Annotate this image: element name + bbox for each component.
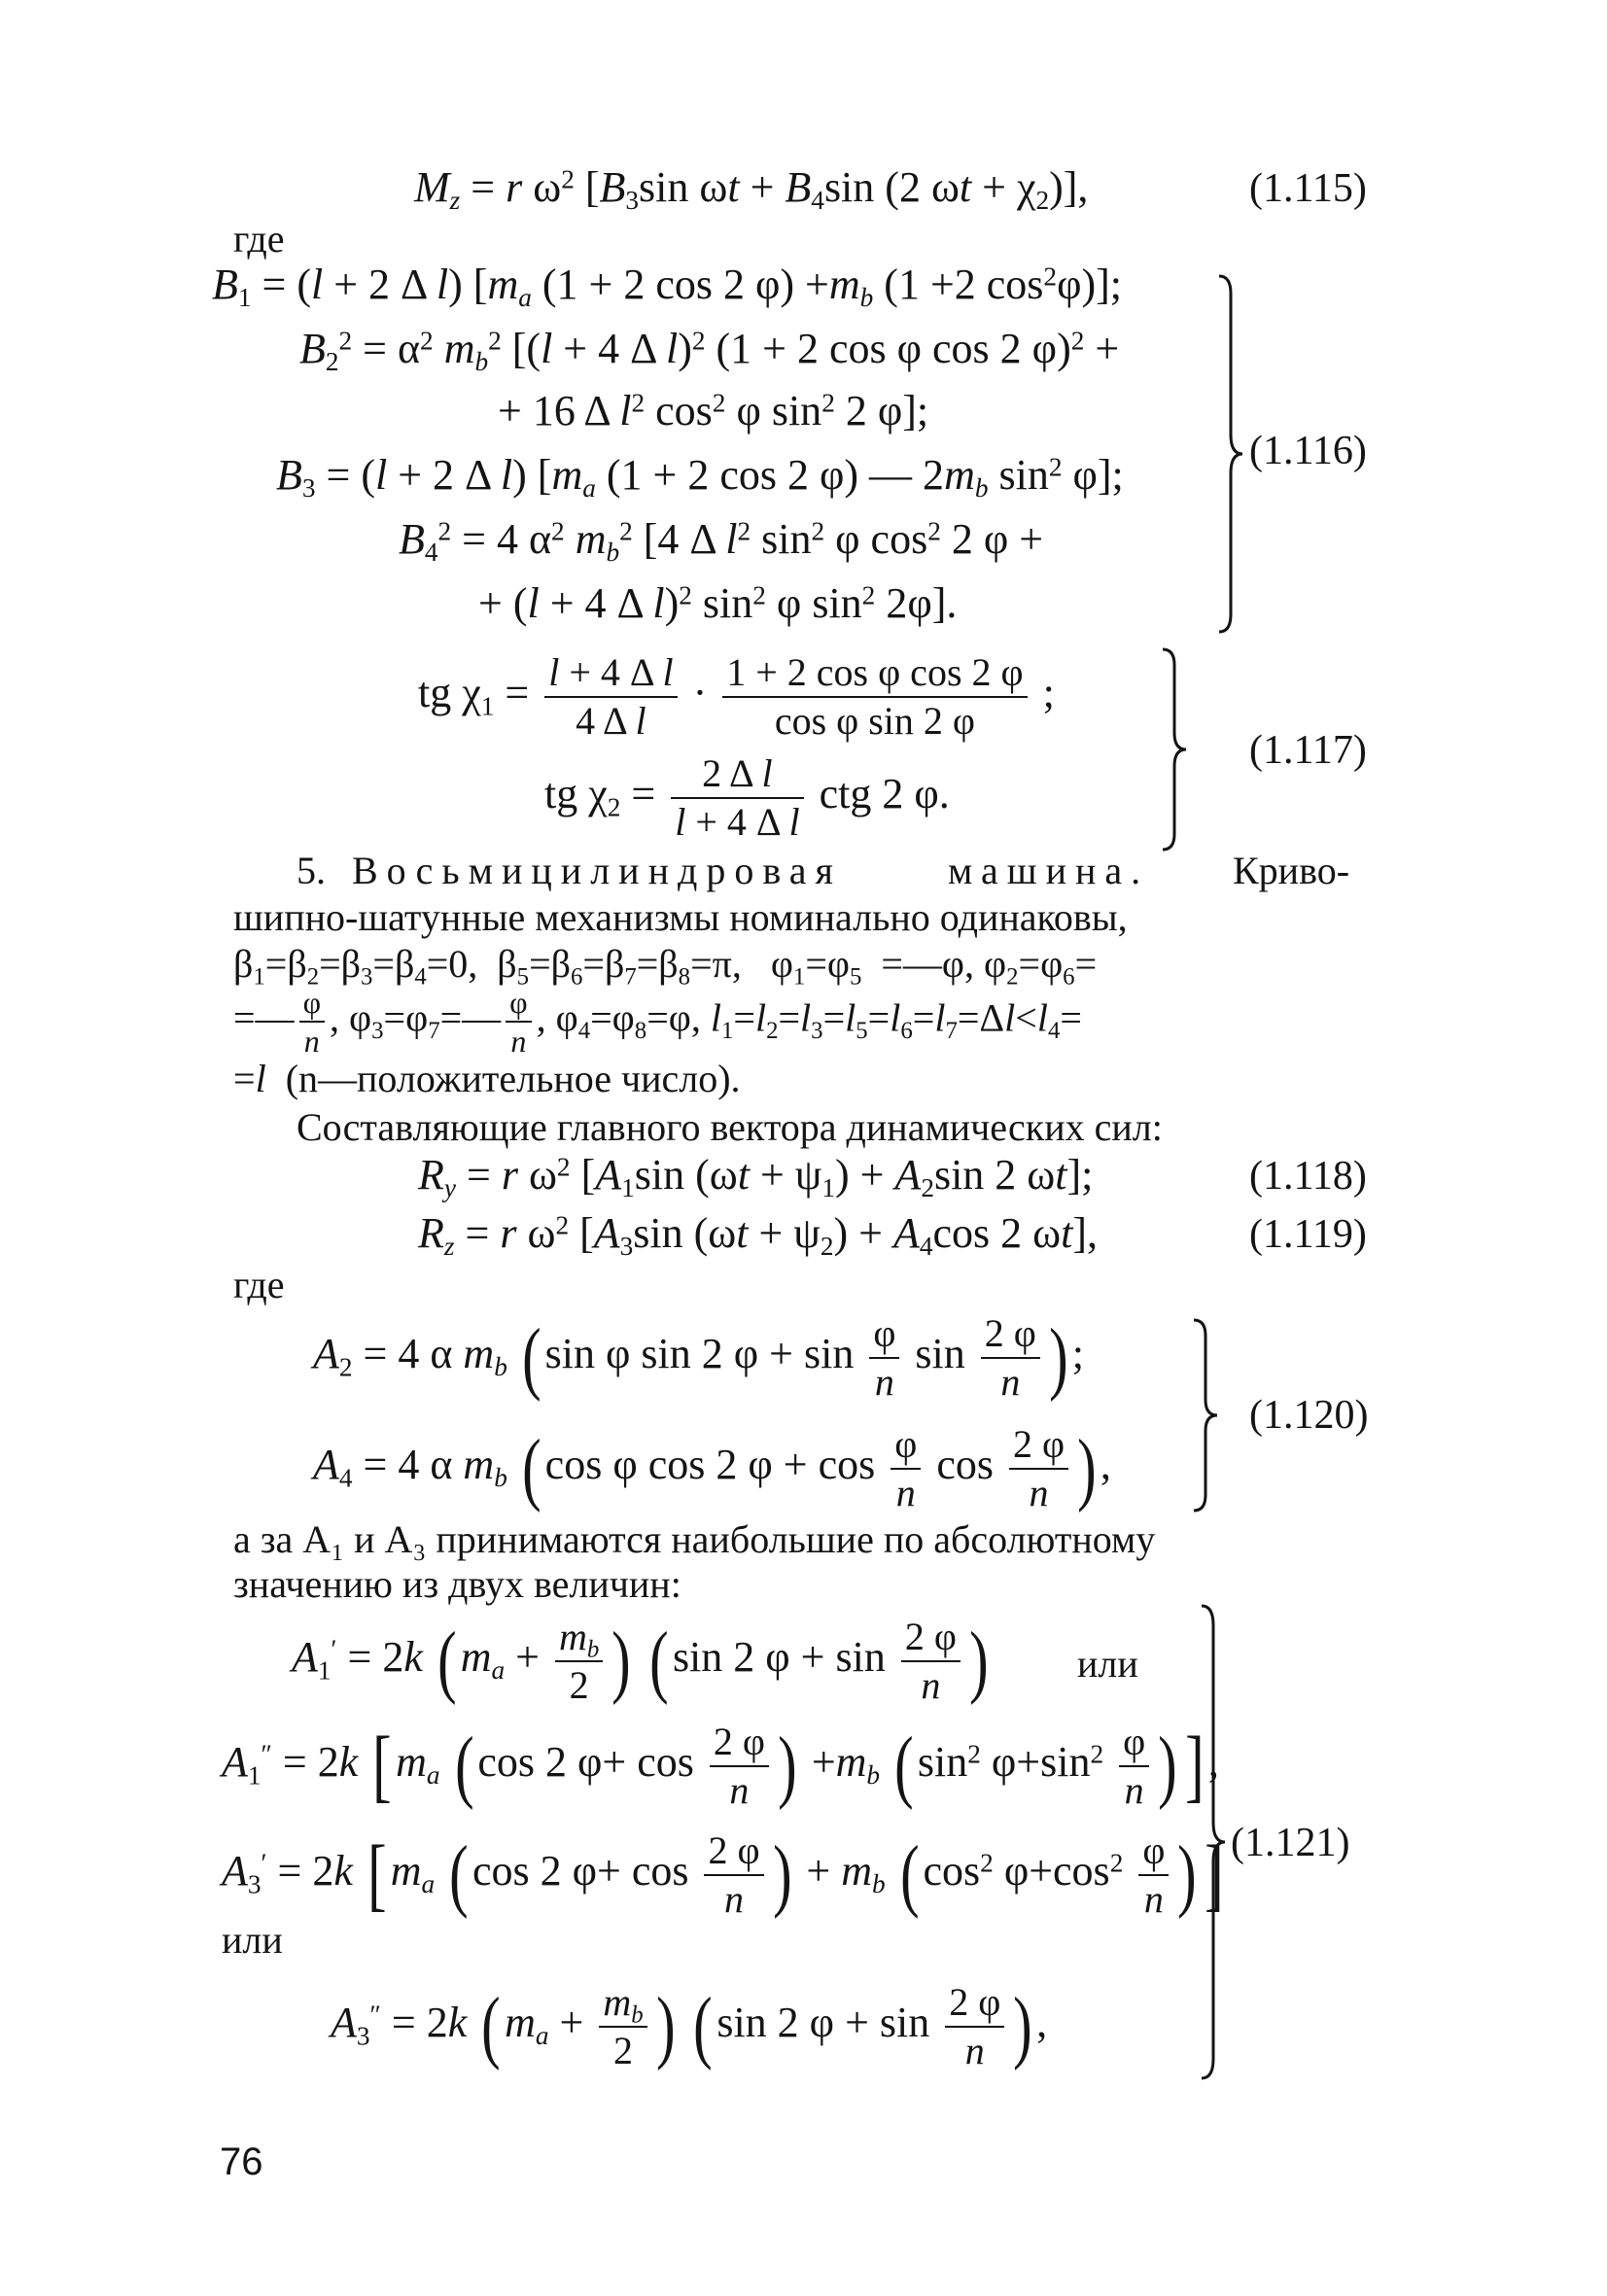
equation-label-1-119: (1.119) — [1249, 1212, 1367, 1257]
a1-a3-statement-line1: а за A₁ и A₃ принимаются наибольшие по абсолютному — [233, 1517, 1156, 1561]
brace-1-117 — [1161, 647, 1190, 852]
equation-ry: $R_y = r$ $\omega^2$ [$A_1\sin$ $(\omega t + \psi_1) + A_2\sin$ 2 ωt]; — [418, 1151, 1094, 1203]
paragraph-start: Криво- — [1233, 849, 1350, 892]
equation-a3-double-prime: $A_3'' = 2k$ ($m_a$ + $\frac{m_b}{2}$ ) (sin 2 φ + sin $\frac{2 \varphi}{n}$ ), — [331, 1980, 1048, 2072]
paragraph-line-5-text: (n—положительное число). — [285, 1057, 741, 1100]
where-label: где — [233, 217, 285, 261]
equation-rz: $R_z = r$ $\omega^2$ [$A_3\sin$ $(\omega t + \psi_2) + A_4\cos$ 2 ωt], — [418, 1209, 1098, 1262]
equation-label-1-116: (1.116) — [1249, 429, 1367, 473]
equation-b2-cont: + 16 Δ $l^2$ $\cos^2 \varphi$ $\sin^2 2$ φ]; — [498, 387, 929, 435]
paragraph-line-5: =l (n—положительное число). — [233, 1057, 741, 1100]
brace-1-121 — [1200, 1604, 1229, 2080]
a1-a3-statement-line2: значению из двух величин: — [233, 1562, 681, 1606]
equation-1-115: $M_z = r$ $\omega^2$ [$B_3\sin$ $\omega t + B_4\sin$ (2 $\omega t + \chi_2$)], — [414, 163, 1089, 216]
equation-b4-cont: + (l + 4 Δ l)$^2$ $\sin^2 \varphi$ $\sin^2 2\varphi$]. — [478, 579, 958, 627]
where-label-2: где — [233, 1263, 285, 1306]
equation-b4-sq: $B_4^2 = 4$ $\alpha^2$ $m_b^2$ [4 Δ $l^2$ $\sin^2 \varphi$ $\cos^2 2$ φ + — [399, 515, 1044, 568]
equation-label-1-120: (1.120) — [1249, 1393, 1369, 1438]
paragraph-line-3: $\beta_1=\beta_2=\beta_3=\beta_4=0$, $\beta_5=\beta_6=\beta_7=\beta_8=\pi$, $\varphi_1=\varphi_5$ =—φ, $\varphi_2=\varphi_6=$ — [233, 942, 1098, 991]
section-title-part2: машина. — [948, 849, 1150, 892]
equation-a3-prime: $A_3' = 2k$ [$m_a$ (cos 2 φ+ cos $\frac{2 \varphi}{n}$ ) + $m_b$ ($\cos^2$ $\varphi+\cos^2$ $\frac{\varphi}{n}$ )] — [222, 1828, 1224, 1921]
brace-1-120 — [1192, 1318, 1221, 1513]
equation-label-1-121: (1.121) — [1231, 1821, 1350, 1865]
section-number: 5. — [297, 849, 326, 892]
equation-a4: $A_4 = 4$ α $m_b$ (cos φ cos 2 φ + cos $\frac{\varphi}{n}$ cos $\frac{2 \varphi}{n}$ ), — [313, 1422, 1111, 1514]
equation-b1: $B_1 = (l + 2$ Δ l) [$m_a$ (1 + 2 cos 2 $\varphi) +m_b$ (1 +2 $\cos^2\varphi$)]; — [212, 261, 1122, 313]
or-label-1: или — [1077, 1642, 1138, 1686]
components-sentence: Составляющие главного вектора динамических сил: — [297, 1105, 1163, 1149]
equation-a1-double-prime: $A_1'' = 2k$ [$m_a$ (cos 2 φ+ cos $\frac{2 \varphi}{n}$ ) $+m_b$ ($\sin^2$ $\varphi+\sin^2$ $\frac{\varphi}{n}$ )], — [222, 1720, 1219, 1812]
equation-b2-sq: $B_2^2 = \alpha^2$ $m_b^2$ [(l + 4 Δ l)$^2$ (1 + 2 cos φ cos 2 φ)$^2$ + — [299, 325, 1120, 377]
equation-a1-prime: $A_1' = 2k$ ($m_a$ + $\frac{m_b}{2}$ ) (sin 2 φ + sin $\frac{2 \varphi}{n}$ ) — [292, 1615, 989, 1707]
equation-label-1-115: (1.115) — [1249, 166, 1367, 211]
equation-label-1-118: (1.118) — [1249, 1154, 1367, 1199]
equation-b3: $B_3 = (l + 2$ Δ l) [$m_a$ (1 + 2 cos 2 φ) — $2m_b$ $\sin^2 \varphi$]; — [276, 451, 1124, 504]
paragraph-line-2: шипно-шатунные механизмы номинально одинаковы, — [233, 895, 1128, 939]
page-number: 76 — [220, 2140, 263, 2183]
brace-1-116 — [1217, 274, 1246, 634]
equation-tg-chi2: tg $\chi_2$ = $\frac{\text{2 Δ l}}{\text{l + 4 Δ l}}$ ctg 2 φ. — [544, 751, 950, 844]
or-label-2: или — [222, 1918, 283, 1962]
equation-a2: $A_2 = 4$ α $m_b$ (sin φ sin 2 φ + sin $\frac{\varphi}{n}$ sin $\frac{2 \varphi}{n}$ ); — [313, 1311, 1084, 1404]
equation-tg-chi1: tg $\chi_1$ = $\frac{\text{l + 4 Δ l}}{\text{4 Δ l}}$ · $\frac{\text{1 + 2 cos φ cos 2 φ}}{\text{cos φ sin 2 φ}}$ ; — [418, 650, 1055, 743]
equation-label-1-117: (1.117) — [1249, 728, 1367, 773]
paragraph-line-4: =— $\frac{\varphi}{n}$ , $\varphi_3=\varphi_7=—$ $\frac{\varphi}{n}$ , $\varphi_4=\varphi_8=\varphi$, $l_1=l_2=l_3=l_5=l_6=l_7=\Delta l<l_4=$ — [233, 985, 1082, 1060]
section-title-part1: Восьмицилиндровая — [352, 849, 842, 892]
